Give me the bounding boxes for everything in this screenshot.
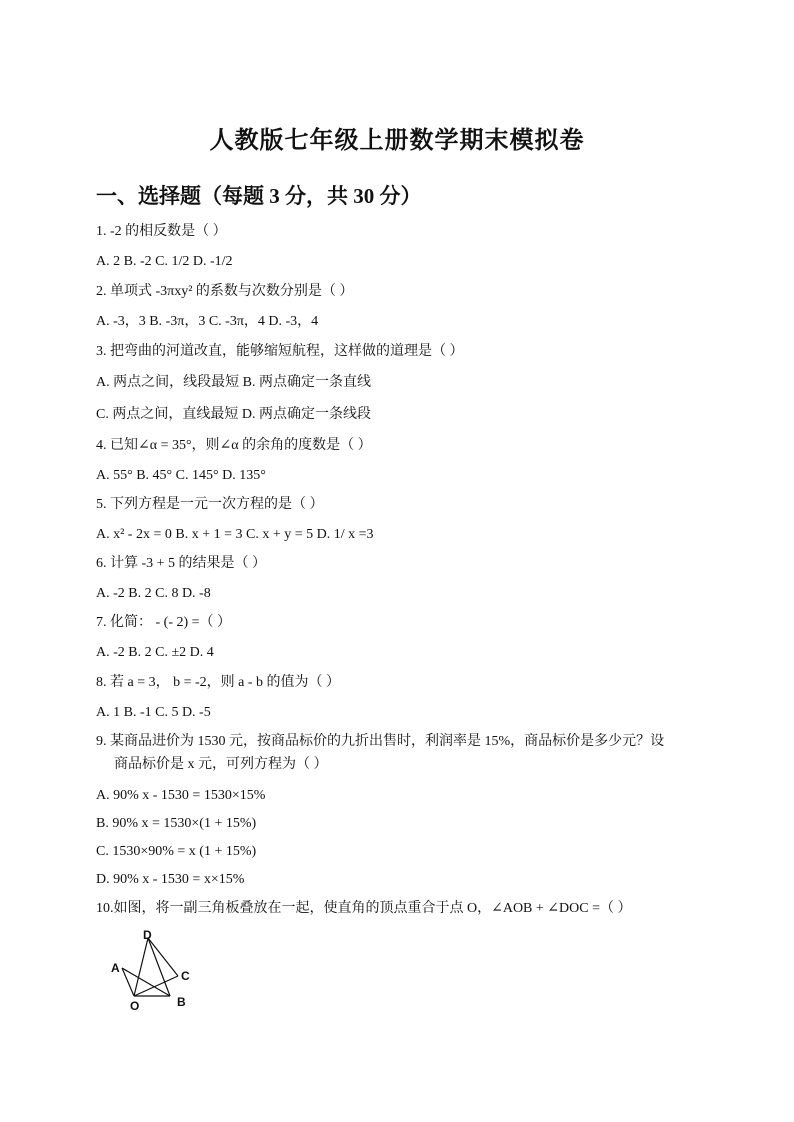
options-9a: A. 90% x - 1530 = 1530×15%: [96, 788, 266, 803]
page-title: 人教版七年级上册数学期末模拟卷: [209, 128, 585, 154]
question-1: 1. -2 的相反数是（ ）: [96, 224, 227, 239]
options-9c: C. 1530×90% = x (1 + 15%): [96, 844, 257, 859]
label-c: C: [181, 969, 190, 983]
options-7: A. -2 B. 2 C. ±2 D. 4: [96, 645, 214, 660]
question-8: 8. 若 a = 3， b = -2，则 a - b 的值为（ ）: [96, 675, 341, 690]
question-7: 7. 化简： - (- 2) =（ ）: [96, 615, 232, 630]
line-od: [134, 938, 148, 996]
options-3b: C. 两点之间，直线最短 D. 两点确定一条线段: [96, 407, 371, 422]
line-dc: [148, 938, 178, 976]
options-2: A. -3，3 B. -3π，3 C. -3π，4 D. -3，4: [96, 314, 319, 329]
section-heading: 一、选择题（每题 3 分，共 30 分）: [96, 184, 422, 208]
question-6: 6. 计算 -3 + 5 的结果是（ ）: [96, 556, 267, 571]
label-o: O: [130, 999, 140, 1013]
question-3: 3. 把弯曲的河道改直，能够缩短航程，这样做的道理是（ ）: [96, 344, 464, 359]
line-ao: [122, 968, 134, 996]
options-9d: D. 90% x - 1530 = x×15%: [96, 872, 245, 887]
label-d: D: [143, 930, 152, 942]
options-4: A. 55° B. 45° C. 145° D. 135°: [96, 468, 266, 483]
options-1: A. 2 B. -2 C. 1/2 D. -1/2: [96, 254, 233, 269]
options-8: A. 1 B. -1 C. 5 D. -5: [96, 705, 211, 720]
question-10: 10.如图，将一副三角板叠放在一起，使直角的顶点重合于点 O，∠AOB + ∠DOC =（ ）: [96, 901, 632, 916]
label-b: B: [177, 995, 186, 1009]
label-a: A: [111, 961, 120, 975]
question-2: 2. 单项式 -3πxy² 的系数与次数分别是（ ）: [96, 284, 354, 299]
options-9b: B. 90% x = 1530×(1 + 15%): [96, 816, 257, 831]
question-5: 5. 下列方程是一元一次方程的是（ ）: [96, 497, 324, 512]
triangle-figure: [108, 930, 198, 1014]
line-ab: [122, 968, 170, 996]
question-4: 4. 已知∠α = 35°，则∠α 的余角的度数是（ ）: [96, 438, 372, 453]
line-db: [148, 938, 170, 996]
options-6: A. -2 B. 2 C. 8 D. -8: [96, 586, 211, 601]
options-5: A. x² - 2x = 0 B. x + 1 = 3 C. x + y = 5 D. 1/ x =3: [96, 527, 374, 542]
options-3a: A. 两点之间，线段最短 B. 两点确定一条直线: [96, 375, 371, 390]
question-9-line2: 商品标价是 x 元，可列方程为（ ）: [114, 757, 328, 772]
question-9-line1: 9. 某商品进价为 1530 元，按商品标价的九折出售时，利润率是 15%，商品标价是多少元？设: [96, 734, 665, 749]
